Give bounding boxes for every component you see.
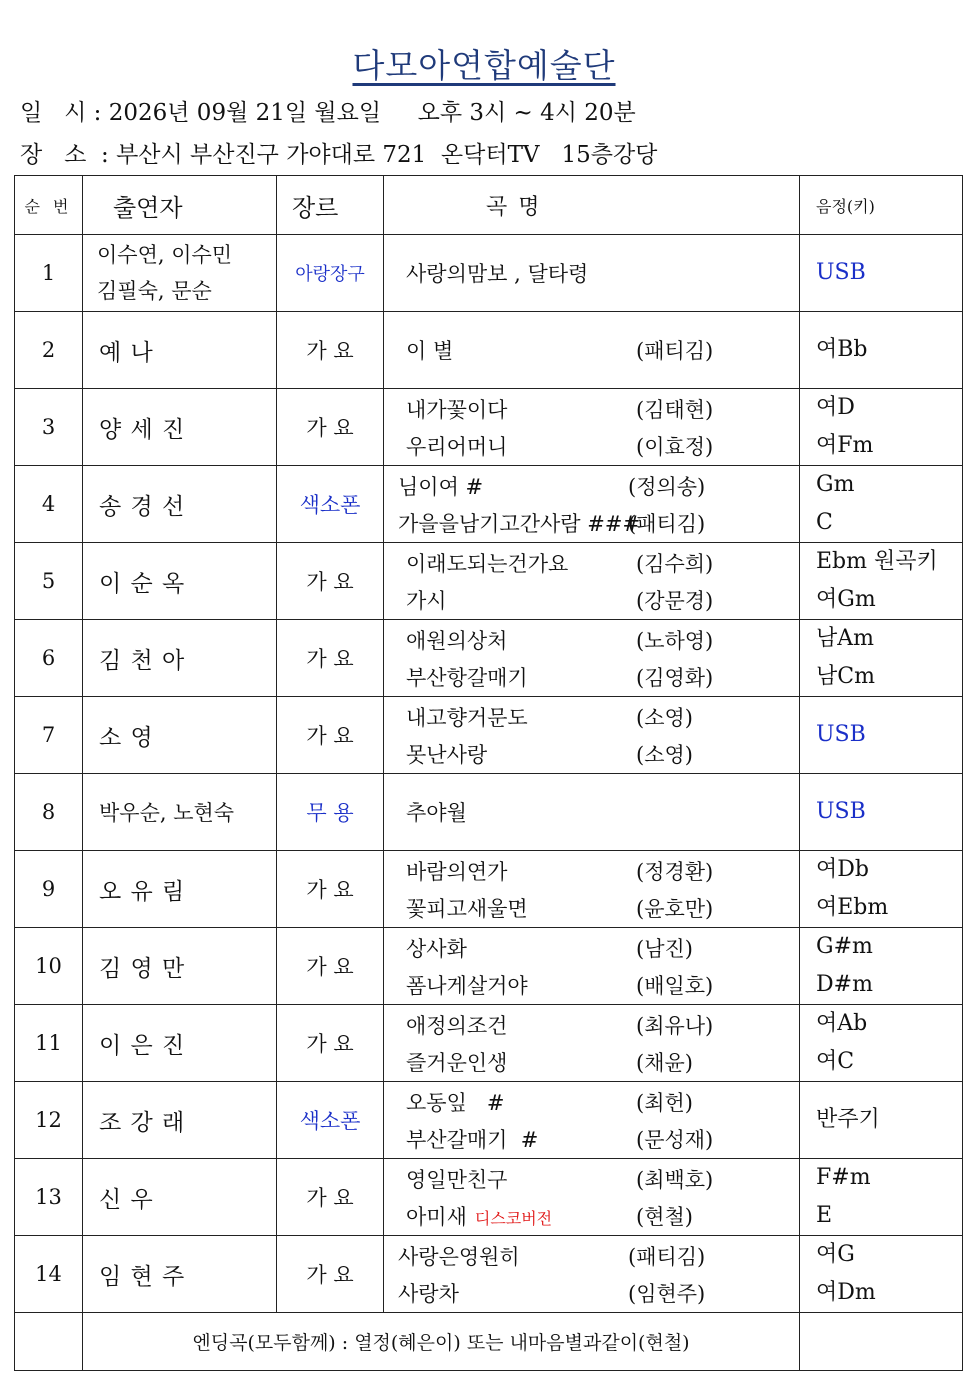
song-title: 애원의상처 xyxy=(406,628,508,653)
performer-cell: 박우순, 노현숙 xyxy=(83,774,277,851)
song-line xyxy=(406,427,799,464)
songs-cell xyxy=(384,1082,800,1159)
table-row xyxy=(15,312,963,389)
song-artist: (패티김) xyxy=(628,1244,706,1269)
song-line xyxy=(406,332,799,369)
song-title: 애정의조건 xyxy=(406,1013,508,1038)
song-title: 이 별 xyxy=(406,339,454,363)
key-cell xyxy=(800,543,963,620)
key-line: 여D xyxy=(816,395,855,420)
song-title: 꽃피고새울면 xyxy=(406,896,528,921)
song-title: 못난사랑 xyxy=(406,742,488,767)
key-cell xyxy=(800,851,963,928)
genre-cell: 가 요 xyxy=(277,697,384,774)
genre-cell: 가 요 xyxy=(277,1005,384,1082)
program-table xyxy=(14,175,963,1371)
genre-cell: 가 요 xyxy=(277,851,384,928)
key-cell xyxy=(800,1082,963,1159)
row-number: 12 xyxy=(15,1082,83,1159)
songs-cell xyxy=(384,389,800,466)
song-title: 이래도되는건가요 xyxy=(406,551,569,576)
row-number: 6 xyxy=(15,620,83,697)
performer-cell: 조 강 래 xyxy=(83,1082,277,1159)
key-line: D#m xyxy=(816,972,873,997)
key-cell xyxy=(800,312,963,389)
song-line xyxy=(406,544,799,581)
song-line xyxy=(398,504,799,541)
title-text: 다모아연합예술단 xyxy=(352,46,616,85)
songs-cell xyxy=(384,1159,800,1236)
song-title: 추야월 xyxy=(406,801,467,825)
table-row xyxy=(15,235,963,312)
song-note: 디스코버전 xyxy=(474,1208,553,1228)
song-artist: (노하영) xyxy=(636,628,714,653)
row-number: 5 xyxy=(15,543,83,620)
key-cell xyxy=(800,1159,963,1236)
song-line xyxy=(406,581,799,618)
row-number: 8 xyxy=(15,774,83,851)
header-songs: 곡 명 xyxy=(384,176,800,235)
song-line xyxy=(406,1120,799,1157)
ending-key-cell xyxy=(800,1313,963,1371)
place-value: 부산시 부산진구 가야대로 721 온닥터TV 15층강당 xyxy=(116,142,658,168)
song-title: 오동잎 # xyxy=(406,1090,505,1115)
genre-cell: 가 요 xyxy=(277,1236,384,1313)
table-row xyxy=(15,697,963,774)
genre-cell: 색소폰 xyxy=(277,466,384,543)
event-time xyxy=(20,94,636,127)
song-title: 사랑은영원히 xyxy=(398,1244,520,1269)
performer-cell: 김 천 아 xyxy=(83,620,277,697)
song-line xyxy=(406,255,799,292)
song-line xyxy=(406,698,799,735)
genre-cell: 색소폰 xyxy=(277,1082,384,1159)
performer-cell: 오 유 림 xyxy=(83,851,277,928)
key-line: 여Bb xyxy=(816,337,868,362)
song-artist: (최헌) xyxy=(636,1090,693,1115)
key-line: USB xyxy=(816,799,866,824)
key-line: 여C xyxy=(816,1049,855,1074)
song-title: 부산갈매기 # xyxy=(406,1127,539,1152)
performer-cell: 이 순 옥 xyxy=(83,543,277,620)
song-line xyxy=(406,390,799,427)
place-label: 장 소 : xyxy=(20,142,117,168)
table-row xyxy=(15,389,963,466)
key-line: USB xyxy=(816,722,866,747)
key-cell xyxy=(800,389,963,466)
song-artist: (배일호) xyxy=(636,973,714,998)
songs-cell xyxy=(384,851,800,928)
song-artist: (현철) xyxy=(636,1204,693,1229)
song-title: 내가꽃이다 xyxy=(406,397,508,422)
songs-cell xyxy=(384,774,800,851)
key-line: 남Am xyxy=(816,626,875,651)
genre-cell: 가 요 xyxy=(277,389,384,466)
table-row xyxy=(15,466,963,543)
songs-cell xyxy=(384,928,800,1005)
header-genre: 장르 xyxy=(277,176,384,235)
key-cell xyxy=(800,774,963,851)
key-cell xyxy=(800,235,963,312)
time-label: 일 시 : xyxy=(20,100,109,126)
song-artist: (최유나) xyxy=(636,1013,714,1038)
song-artist: (정의송) xyxy=(628,474,706,499)
song-title: 우리어머니 xyxy=(406,434,508,459)
song-title: 바람의연가 xyxy=(406,859,508,884)
key-cell xyxy=(800,620,963,697)
key-line: Gm xyxy=(816,472,855,497)
table-row xyxy=(15,774,963,851)
song-artist: (패티김) xyxy=(628,511,706,536)
song-title: 영일만친구 xyxy=(406,1167,508,1192)
performer-cell: 이 은 진 xyxy=(83,1005,277,1082)
song-artist: (강문경) xyxy=(636,588,714,613)
song-artist: (이효정) xyxy=(636,434,714,459)
performer-cell: 신 우 xyxy=(83,1159,277,1236)
song-line xyxy=(406,658,799,695)
song-artist: (윤호만) xyxy=(636,896,714,921)
key-line: 여Dm xyxy=(816,1280,876,1305)
header-row xyxy=(15,176,963,235)
key-line: 여Ebm xyxy=(816,895,889,920)
song-line xyxy=(398,1274,799,1311)
key-line: 여Gm xyxy=(816,587,876,612)
songs-cell xyxy=(384,697,800,774)
header-performer: 출연자 xyxy=(83,176,277,235)
row-number: 3 xyxy=(15,389,83,466)
song-artist: (김태현) xyxy=(636,397,714,422)
songs-cell xyxy=(384,543,800,620)
ending-num-cell xyxy=(15,1313,83,1371)
genre-cell: 가 요 xyxy=(277,543,384,620)
song-title: 즐거운인생 xyxy=(406,1050,508,1075)
performer-cell xyxy=(83,235,277,312)
song-line xyxy=(406,852,799,889)
songs-cell xyxy=(384,1005,800,1082)
genre-cell: 가 요 xyxy=(277,312,384,389)
song-line xyxy=(406,889,799,926)
key-line: 반주기 xyxy=(816,1107,880,1132)
row-number: 13 xyxy=(15,1159,83,1236)
key-line: 여Ab xyxy=(816,1011,868,1036)
song-artist: (소영) xyxy=(636,742,693,767)
song-line xyxy=(406,794,799,831)
song-line xyxy=(398,1237,799,1274)
time-value: 2026년 09월 21일 월요일 오후 3시 ~ 4시 20분 xyxy=(108,100,636,126)
key-line: E xyxy=(816,1203,833,1228)
song-title: 내고향거문도 xyxy=(406,705,528,730)
key-line: 여Fm xyxy=(816,433,874,458)
song-line xyxy=(406,621,799,658)
header-num: 순 번 xyxy=(15,176,83,235)
song-artist: (문성재) xyxy=(636,1127,714,1152)
row-number: 9 xyxy=(15,851,83,928)
table-row xyxy=(15,543,963,620)
song-title: 상사화 xyxy=(406,936,467,961)
ending-song: 엔딩곡(모두함께) : 열정(혜은이) 또는 내마음별과같이(현철) xyxy=(83,1313,800,1371)
key-cell xyxy=(800,1005,963,1082)
row-number: 11 xyxy=(15,1005,83,1082)
performer-cell: 소 영 xyxy=(83,697,277,774)
song-title: 아미새 xyxy=(406,1204,467,1229)
song-artist: (최백호) xyxy=(636,1167,714,1192)
song-line xyxy=(406,1197,799,1234)
table-row xyxy=(15,1082,963,1159)
song-artist: (패티김) xyxy=(636,339,714,363)
row-number: 10 xyxy=(15,928,83,1005)
row-number: 7 xyxy=(15,697,83,774)
song-line xyxy=(406,1160,799,1197)
performer-line: 김필숙, 문순 xyxy=(97,279,212,303)
key-line: G#m xyxy=(816,934,873,959)
song-title: 사랑의맘보 , 달타령 xyxy=(406,262,589,286)
songs-cell xyxy=(384,466,800,543)
genre-cell: 가 요 xyxy=(277,1159,384,1236)
song-line xyxy=(406,1083,799,1120)
song-artist: (임현주) xyxy=(628,1281,706,1306)
genre-cell: 가 요 xyxy=(277,928,384,1005)
key-line: Ebm 원곡키 xyxy=(816,549,938,574)
ending-row xyxy=(15,1313,963,1371)
key-line: 여Db xyxy=(816,857,869,882)
performer-line: 이수연, 이수민 xyxy=(97,243,233,267)
song-line xyxy=(406,1006,799,1043)
song-artist: (정경환) xyxy=(636,859,714,884)
table-row xyxy=(15,1159,963,1236)
performer-cell: 양 세 진 xyxy=(83,389,277,466)
header-key: 음정(키) xyxy=(800,176,963,235)
song-title: 가을을남기고간사람 ### xyxy=(398,511,641,536)
table-row xyxy=(15,851,963,928)
row-number: 2 xyxy=(15,312,83,389)
performer-cell: 송 경 선 xyxy=(83,466,277,543)
key-line: USB xyxy=(816,260,866,285)
table-row xyxy=(15,620,963,697)
song-line xyxy=(406,1043,799,1080)
song-title: 폼나게살거야 xyxy=(406,973,528,998)
page-title xyxy=(0,40,968,87)
song-artist: (채윤) xyxy=(636,1050,693,1075)
performer-cell: 김 영 만 xyxy=(83,928,277,1005)
genre-cell: 아랑장구 xyxy=(277,235,384,312)
song-artist: (소영) xyxy=(636,705,693,730)
genre-cell: 무 용 xyxy=(277,774,384,851)
song-line xyxy=(406,735,799,772)
table-row xyxy=(15,928,963,1005)
song-line xyxy=(398,467,799,504)
song-line xyxy=(406,966,799,1003)
key-line: F#m xyxy=(816,1165,871,1190)
song-artist: (김영화) xyxy=(636,665,714,690)
performer-cell: 예 나 xyxy=(83,312,277,389)
song-title: 부산항갈매기 xyxy=(406,665,528,690)
key-line: 남Cm xyxy=(816,664,875,689)
song-artist: (김수희) xyxy=(636,551,714,576)
key-cell xyxy=(800,1236,963,1313)
event-place xyxy=(20,136,657,169)
song-title: 사랑차 xyxy=(398,1281,459,1306)
row-number: 4 xyxy=(15,466,83,543)
genre-cell: 가 요 xyxy=(277,620,384,697)
table-row xyxy=(15,1005,963,1082)
song-title: 님이여 # xyxy=(398,474,484,499)
performer-cell: 임 현 주 xyxy=(83,1236,277,1313)
song-line xyxy=(406,929,799,966)
song-artist: (남진) xyxy=(636,936,693,961)
key-line: 여G xyxy=(816,1242,855,1267)
songs-cell xyxy=(384,312,800,389)
key-line: C xyxy=(816,510,833,535)
key-cell xyxy=(800,466,963,543)
key-cell xyxy=(800,928,963,1005)
songs-cell xyxy=(384,1236,800,1313)
table-row xyxy=(15,1236,963,1313)
songs-cell xyxy=(384,620,800,697)
key-cell xyxy=(800,697,963,774)
song-title: 가시 xyxy=(406,588,447,613)
row-number: 1 xyxy=(15,235,83,312)
songs-cell xyxy=(384,235,800,312)
row-number: 14 xyxy=(15,1236,83,1313)
